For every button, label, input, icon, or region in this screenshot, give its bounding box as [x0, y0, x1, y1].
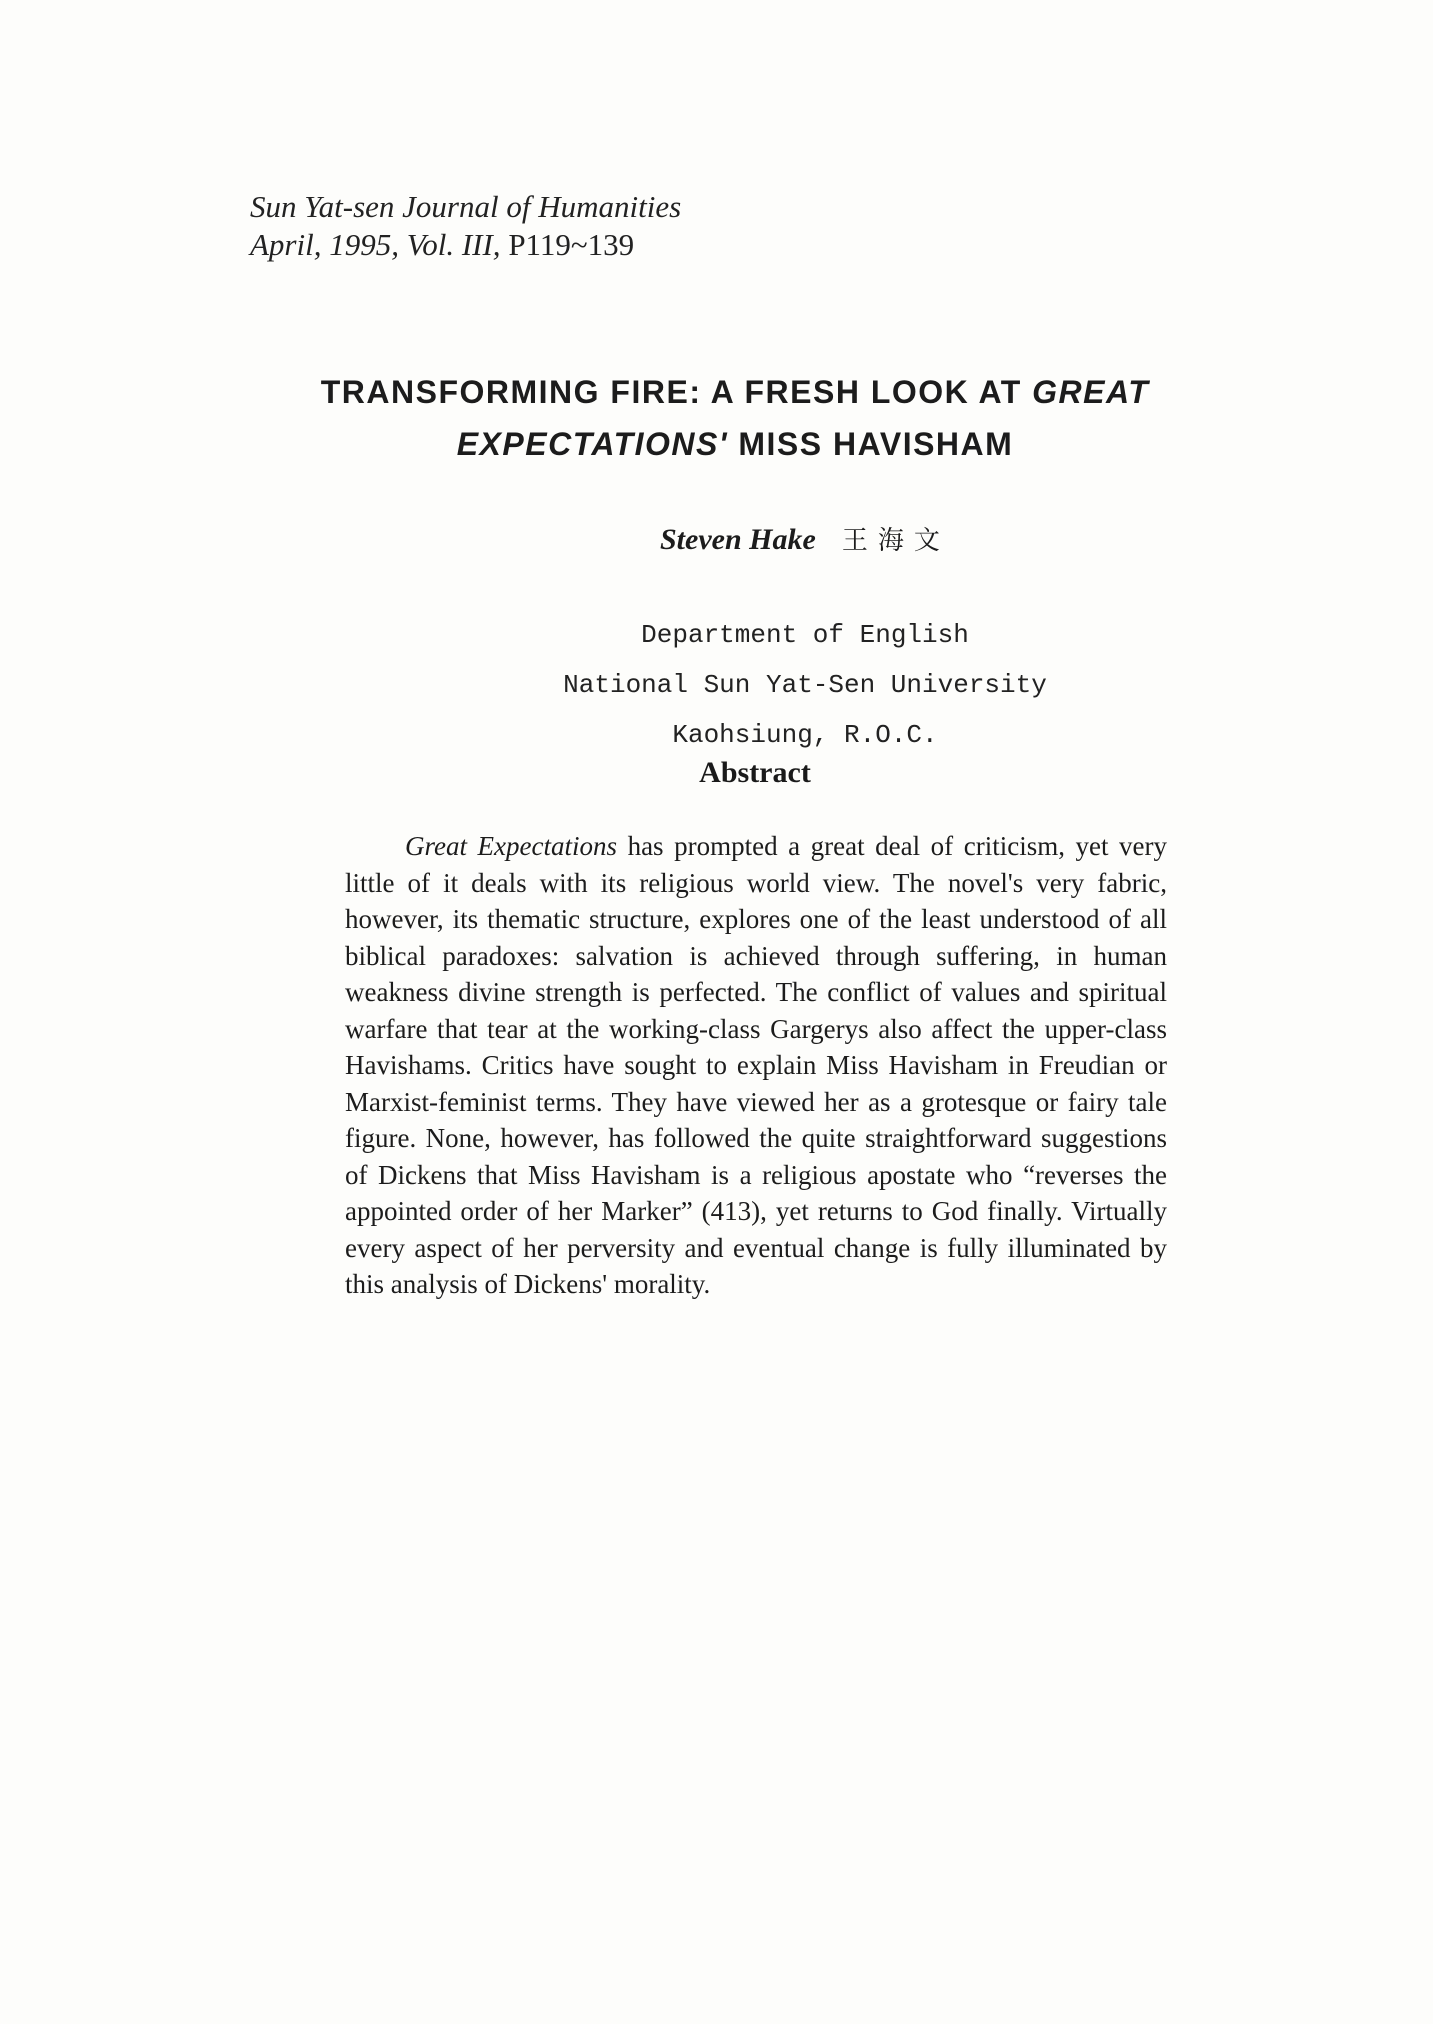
author-name: Steven Hake — [660, 523, 816, 556]
title-line-2-italic: EXPECTATIONS' — [456, 426, 728, 462]
page-range: P119~139 — [508, 227, 635, 262]
title-line-1-plain: TRANSFORMING FIRE: A FRESH LOOK AT — [320, 374, 1022, 410]
abstract-heading: Abstract — [699, 756, 811, 789]
journal-name: Sun Yat-sen Journal of Humanities — [250, 189, 682, 224]
paper-title — [230, 366, 1240, 470]
abstract-body — [345, 828, 1167, 1303]
affiliation-department: Department of English — [641, 620, 969, 650]
title-line-1-italic: GREAT — [1032, 374, 1150, 410]
journal-header — [250, 188, 681, 264]
title-line-2-plain: MISS HAVISHAM — [738, 426, 1014, 462]
abstract-lead-title: Great Expectations — [405, 831, 617, 861]
affiliation — [500, 610, 1110, 760]
affiliation-location: Kaohsiung, R.O.C. — [672, 720, 938, 750]
author-name-chinese: 王海文 — [841, 526, 950, 556]
affiliation-university: National Sun Yat-Sen University — [563, 670, 1047, 700]
title-line-1 — [230, 366, 1240, 418]
author-line — [660, 520, 950, 561]
abstract-text: has prompted a great deal of criticism, yet very little of it deals with its religious world view. The novel's very fabric, however, its thematic structure, explores one of the least understood of all biblical paradoxes: salvation is achieved through suffering, in human weakness divine strength is perfected. The conflict of values and spiritual warfare that tear at the working-class Gargerys also affect the upper-class Havishams. Critics have sought to explain Miss Havisham in Freudian or Marxist-feminist terms. They have viewed her as a grotesque or fairy tale figure. None, however, has followed the quite straightforward suggestions of Dickens that Miss Havisham is a religious apostate who “reverses the appointed order of her Marker” (413), yet returns to God finally. Virtually every aspect of her perversity and eventual change is fully illuminated by this analysis of Dickens' morality. — [345, 831, 1168, 1299]
journal-issue — [250, 226, 681, 264]
title-line-2 — [230, 418, 1240, 470]
issue-prefix: April, 1995, Vol. III, — [250, 227, 501, 262]
